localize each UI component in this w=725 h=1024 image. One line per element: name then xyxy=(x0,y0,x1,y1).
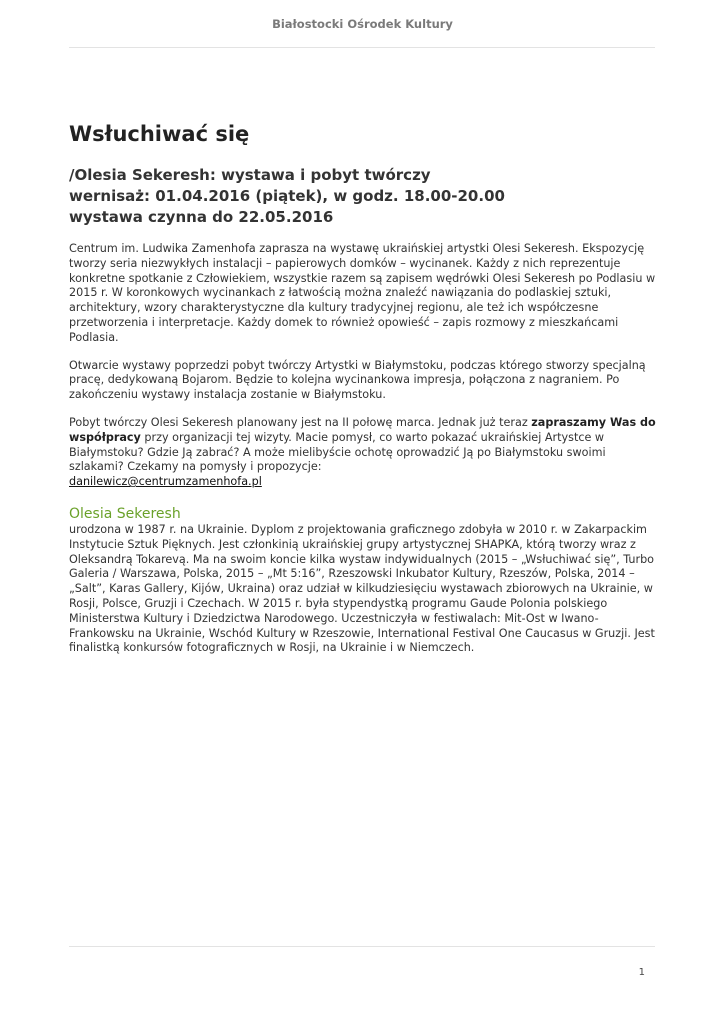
artist-bio: urodzona w 1987 r. na Ukrainie. Dyplom z projektowania graficznego zdobyła w 2010 r. w Zakarpackim Instytucie Sztuk Pięknych. Jest członkinią ukraińskiej grupy artystycznej SHAPKA, którą tworzy wraz z Oleksandrą Tokarevą. Ma na swoim koncie kilka wystaw indywidualnych (2015 – „Wsłuchiwać się”, Turbo Galeria / Warszawa, Polska, 2015 – „Mt 5:16”, Rzeszowski Inkubator Kultury, Rzeszów, Polska, 2014 – „Salt”, Karas Gallery, Kijów, Ukraina) oraz udział w kilkudziesięciu wystawach zbiorowych na Ukrainie, w Rosji, Polsce, Gruzji i Czechach. W 2015 r. była stypendystką programu Gaude Polonia polskiego Ministerstwa Kultury i Dziedzictwa Narodowego. Uczestniczyła w festiwalach: Mit-Ost w Iwano-Frankowsku na Ukrainie, Wschód Kultury w Rzeszowie, International Festival One Caucasus w Gruzji. Jest finalistką konkursów fotograficznych w Rosji, na Ukrainie i w Niemczech. xyxy=(69,522,655,655)
subtitle-line-vernissage: wernisaż: 01.04.2016 (piątek), w godz. 18.00-20.00 xyxy=(69,187,505,205)
footer-divider xyxy=(69,946,655,947)
event-subtitle xyxy=(69,165,657,228)
page-title: Wsłuchiwać się xyxy=(69,122,250,146)
invitation-text-after: przy organizacji tej wizyty. Macie pomysł, co warto pokazać ukraińskiej Artystce w Białymstoku? Gdzie Ją zabrać? A może mielibyście ochotę oprowadzić Ją po Białymstoku swoimi szlakami? Czekamy na pomysły i propozycje: xyxy=(69,430,606,474)
invitation-text-before: Pobyt twórczy Olesi Sekeresh planowany jest na II połowę marca. Jednak już teraz xyxy=(69,415,532,429)
article-content xyxy=(69,120,657,656)
artist-heading: Olesia Sekeresh xyxy=(69,505,181,522)
invitation-paragraph xyxy=(69,416,657,490)
contact-email-link[interactable]: danilewicz@centrumzamenhofa.pl xyxy=(69,475,262,489)
invitation-bold-text: zapraszamy Was do współpracy xyxy=(69,415,656,444)
page-number: 1 xyxy=(638,967,645,978)
subtitle-line-exhibition: /Olesia Sekeresh: wystawa i pobyt twórczy xyxy=(69,166,431,184)
subtitle-line-duration: wystawa czynna do 22.05.2016 xyxy=(69,208,334,226)
intro-paragraph: Centrum im. Ludwika Zamenhofa zaprasza na wystawę ukraińskiej artystki Olesi Sekeresh. Ekspozycję tworzy seria niezwykłych instalacji – papierowych domków – wycinanek. Każdy z nich reprezentuje konkretne spotkanie z Człowiekiem, wszystkie razem są zapisem wędrówki Olesi Sekeresh po Podlasiu w 2015 r. W koronkowych wycinankach z łatwością można znaleźć nawiązania do podlaskiej sztuki, architektury, wzory charakterystyczne dla kultury tradycyjnej regionu, ale też ich współczesne przetworzenia i interpretacje. Każdy domek to również opowieść – zapis rozmowy z mieszkańcami Podlasia. xyxy=(69,242,656,344)
site-name-header: Białostocki Ośrodek Kultury xyxy=(272,17,453,31)
header-divider xyxy=(69,47,655,48)
residency-paragraph: Otwarcie wystawy poprzedzi pobyt twórczy Artystki w Białymstoku, podczas którego stworzy specjalną pracę, dedykowaną Bojarom. Będzie to kolejna wycinankowa impresja, połączona z nagraniem. Po zakończeniu wystawy instalacja zostanie w Białymstoku. xyxy=(69,358,646,402)
